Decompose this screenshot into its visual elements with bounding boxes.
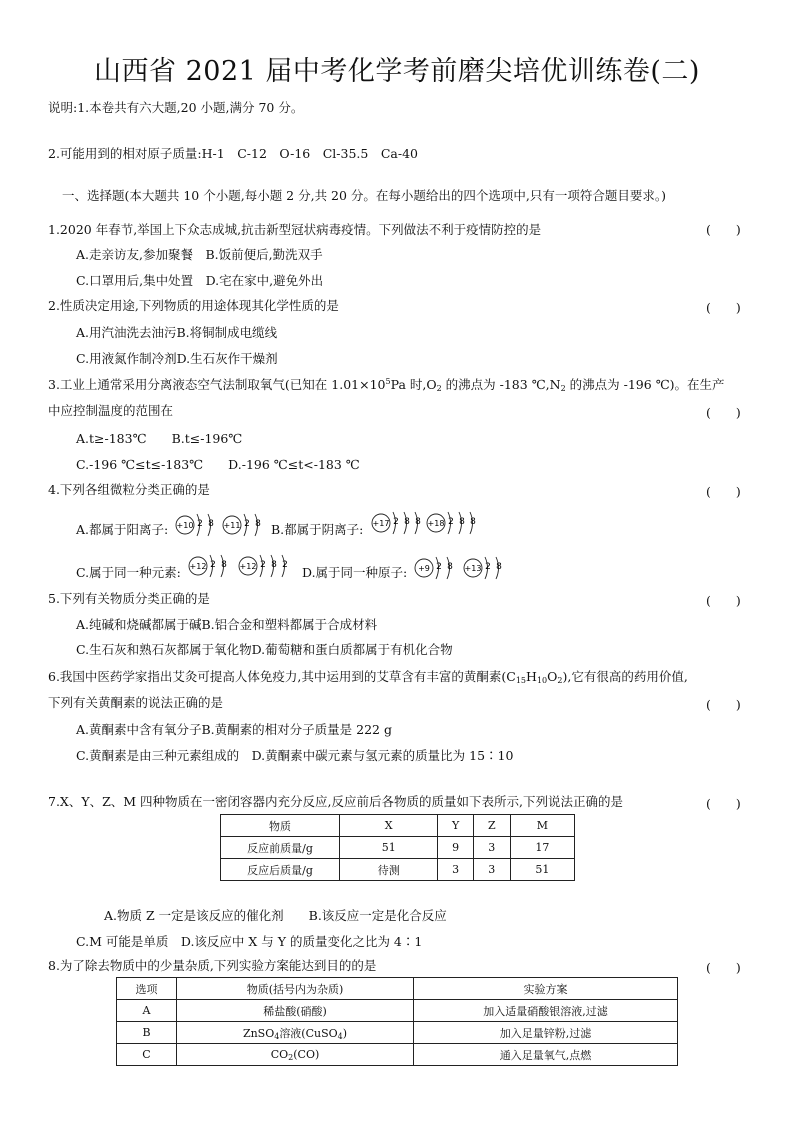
table-header-cell: 物质 xyxy=(221,815,340,837)
q3-exponent: 5 xyxy=(385,377,391,386)
electron-count: 8 xyxy=(208,519,214,529)
q3-stem-line2: 中应控制温度的范围在 xyxy=(48,403,174,418)
q8-answer-paren: ( ) xyxy=(706,960,741,975)
q6-sub-o: 2 xyxy=(557,676,563,685)
table-cell: 17 xyxy=(510,837,574,859)
q2-stem: 2.性质决定用途,下列物质的用途体现其化学性质的是 xyxy=(48,298,339,313)
table-cell: B xyxy=(117,1022,177,1044)
note-line-1: 说明:1.本卷共有六大题,20 小题,满分 70 分。 xyxy=(48,100,304,115)
table-cell: 3 xyxy=(438,859,473,881)
electron-count: 2 xyxy=(210,560,216,570)
table-header-cell: 物质(括号内为杂质) xyxy=(177,978,414,1000)
nucleus-charge: +12 xyxy=(189,562,207,571)
q4-stem: 4.下列各组微粒分类正确的是 xyxy=(48,482,210,497)
electron-count: 2 xyxy=(260,560,266,570)
formula-part: (CO) xyxy=(293,1048,320,1061)
electron-count: 2 xyxy=(485,562,491,572)
electron-count: 8 xyxy=(221,560,227,570)
q6-answer-paren: ( ) xyxy=(706,697,741,712)
table-cell: 反应后质量/g xyxy=(221,859,340,881)
q3-stem-b: Pa 时,O xyxy=(390,377,437,392)
nucleus-charge: +13 xyxy=(464,564,482,573)
table-cell: 反应前质量/g xyxy=(221,837,340,859)
q4-option-c: C.属于同一种元素: xyxy=(76,565,181,580)
table-cell: 51 xyxy=(340,837,438,859)
q6-sub-c: 15 xyxy=(515,676,527,685)
exam-title: 山西省 2021 届中考化学考前磨尖培优训练卷(二) xyxy=(94,56,700,87)
table-header-row xyxy=(117,978,678,1000)
table-cell: C xyxy=(117,1044,177,1066)
table-header-cell: 实验方案 xyxy=(414,978,678,1000)
table-cell: 3 xyxy=(473,837,510,859)
section-heading: 一、选择题(本大题共 10 个小题,每小题 2 分,共 20 分。在每小题给出的四个选项中,只有一项符合题目要求。) xyxy=(62,188,667,203)
electron-count: 8 xyxy=(255,519,261,529)
q6-options-cd: C.黄酮素是由三种元素组成的 D.黄酮素中碳元素与氢元素的质量比为 15∶10 xyxy=(76,748,514,763)
q7-options-ab: A.物质 Z 一定是该反应的催化剂 B.该反应一定是化合反应 xyxy=(104,908,447,923)
table-row xyxy=(117,1022,678,1044)
q6-stem-line2: 下列有关黄酮素的说法正确的是 xyxy=(48,695,224,710)
q6-h: H xyxy=(526,669,537,684)
nucleus-charge: +10 xyxy=(176,521,194,530)
atom-structure-diagram xyxy=(463,555,507,585)
electron-count: 8 xyxy=(496,562,502,572)
table-row xyxy=(221,837,575,859)
table-header-cell: X xyxy=(340,815,438,837)
table-header-row xyxy=(221,815,575,837)
electron-count: 8 xyxy=(404,517,410,527)
q6-o: O xyxy=(547,669,558,684)
q5-options-cd: C.生石灰和熟石灰都属于氧化物D.葡萄糖和蛋白质都属于有机化合物 xyxy=(76,642,453,657)
note-line-2: 2.可能用到的相对原子质量:H-1 C-12 O-16 Cl-35.5 Ca-40 xyxy=(48,146,419,161)
table-cell: 加入足量锌粉,过滤 xyxy=(414,1022,678,1044)
atom-structure-diagram xyxy=(426,510,481,540)
q2-options-cd: C.用液氮作制冷剂D.生石灰作干燥剂 xyxy=(76,351,278,366)
q2-answer-paren: ( ) xyxy=(706,300,741,315)
q3-stem-c: 的沸点为 -183 ℃,N xyxy=(441,377,561,392)
formula-subscript: 4 xyxy=(274,1031,280,1041)
q7-mass-table xyxy=(220,814,575,881)
q2-options-ab: A.用汽油洗去油污B.将铜制成电缆线 xyxy=(76,325,278,340)
nucleus-charge: +18 xyxy=(427,519,445,528)
table-cell: 稀盐酸(硝酸) xyxy=(177,1000,414,1022)
table-header-cell: Y xyxy=(438,815,473,837)
q1-options-ab: A.走亲访友,参加聚餐 B.饭前便后,勤洗双手 xyxy=(76,247,323,262)
table-row xyxy=(221,859,575,881)
atom-structure-diagram xyxy=(175,512,219,542)
atom-structure-diagram xyxy=(222,512,266,542)
table-cell: 51 xyxy=(510,859,574,881)
q5-answer-paren: ( ) xyxy=(706,593,741,608)
q1-options-cd: C.口罩用后,集中处置 D.宅在家中,避免外出 xyxy=(76,273,324,288)
q1-stem: 1.2020 年春节,举国上下众志成城,抗击新型冠状病毒疫情。下列做法不利于疫情防控的是 xyxy=(48,222,542,237)
q4-option-b: B.都属于阴离子: xyxy=(271,522,364,537)
electron-count: 8 xyxy=(459,517,465,527)
electron-count: 2 xyxy=(436,562,442,572)
electron-count: 8 xyxy=(271,560,277,570)
formula-part: 溶液(CuSO xyxy=(279,1026,338,1040)
q7-options-cd: C.M 可能是单质 D.该反应中 X 与 Y 的质量变化之比为 4∶1 xyxy=(76,934,423,949)
table-row xyxy=(117,1044,678,1066)
q5-options-ab: A.纯碱和烧碱都属于碱B.铝合金和塑料都属于合成材料 xyxy=(76,617,378,632)
electron-count: 8 xyxy=(447,562,453,572)
table-header-cell: M xyxy=(510,815,574,837)
table-cell: 加入适量硝酸银溶液,过滤 xyxy=(414,1000,678,1022)
table-cell xyxy=(177,1022,414,1044)
table-cell: 3 xyxy=(473,859,510,881)
nucleus-charge: +12 xyxy=(239,562,257,571)
electron-count: 2 xyxy=(197,519,203,529)
q6-stem-a: 6.我国中医药学家指出艾灸可提高人体免疫力,其中运用到的艾草含有丰富的黄酮素(C xyxy=(48,669,516,684)
q7-answer-paren: ( ) xyxy=(706,796,741,811)
q8-stem: 8.为了除去物质中的少量杂质,下列实验方案能达到目的的是 xyxy=(48,958,377,973)
atom-structure-diagram xyxy=(371,510,426,540)
q4-option-d: D.属于同一种原子: xyxy=(302,565,408,580)
electron-count: 2 xyxy=(393,517,399,527)
formula-part: CO xyxy=(270,1048,289,1061)
q3-options-ab: A.t≥-183℃ B.t≤-196℃ xyxy=(76,431,243,446)
table-cell xyxy=(177,1044,414,1066)
nucleus-charge: +17 xyxy=(372,519,390,528)
electron-count: 2 xyxy=(282,560,288,570)
q6-sub-h: 10 xyxy=(536,676,548,685)
table-header-cell: 选项 xyxy=(117,978,177,1000)
formula-part: ZnSO xyxy=(242,1026,275,1040)
table-header-cell: Z xyxy=(473,815,510,837)
q6-options-ab: A.黄酮素中含有氧分子B.黄酮素的相对分子质量是 222 g xyxy=(76,722,392,737)
q3-stem-d: 的沸点为 -196 ℃)。在生产 xyxy=(565,377,725,392)
q3-stem: 3.工业上通常采用分离液态空气法制取氧气(已知在 $1.01\times 10^5Pa$ 时$,O_2$ 的沸点为 -183 $℃,N_2$ 的沸点为 -196 ℃)。在生产 xyxy=(48,377,725,393)
q8-experiment-table xyxy=(116,977,678,1066)
q6-stem-b: ),它有很高的药用价值, xyxy=(562,669,688,684)
q5-stem: 5.下列有关物质分类正确的是 xyxy=(48,591,210,606)
electron-count: 2 xyxy=(244,519,250,529)
table-cell: A xyxy=(117,1000,177,1022)
atom-structure-diagram xyxy=(188,553,232,583)
q6-stem xyxy=(48,669,688,685)
nucleus-charge: +9 xyxy=(418,564,430,573)
table-cell: 通入足量氧气,点燃 xyxy=(414,1044,678,1066)
atom-structure-diagram xyxy=(238,553,293,583)
table-row xyxy=(117,1000,678,1022)
formula-subscript: 2 xyxy=(288,1053,294,1062)
q7-stem: 7.X、Y、Z、M 四种物质在一密闭容器内充分反应,反应前后各物质的质量如下表所示,下列说法正确的是 xyxy=(48,794,623,809)
q4-answer-paren: ( ) xyxy=(706,484,741,499)
q3-stem-a: 3.工业上通常采用分离液态空气法制取氧气(已知在 1.01×10 xyxy=(48,377,386,392)
atom-structure-diagram xyxy=(414,555,458,585)
electron-count: 2 xyxy=(448,517,454,527)
q3-options-cd: C.-196 ℃≤t≤-183℃ D.-196 ℃≤t<-183 ℃ xyxy=(76,457,360,472)
electron-count: 8 xyxy=(470,517,476,527)
table-cell: 9 xyxy=(438,837,473,859)
formula-subscript: 4 xyxy=(337,1031,343,1041)
nucleus-charge: +11 xyxy=(223,521,241,530)
electron-count: 8 xyxy=(415,517,421,527)
formula-part: ) xyxy=(342,1026,348,1040)
q3-answer-paren: ( ) xyxy=(706,405,741,420)
q4-option-a: A.都属于阳离子: xyxy=(76,522,169,537)
q1-answer-paren: ( ) xyxy=(706,222,741,237)
table-cell: 待测 xyxy=(340,859,438,881)
